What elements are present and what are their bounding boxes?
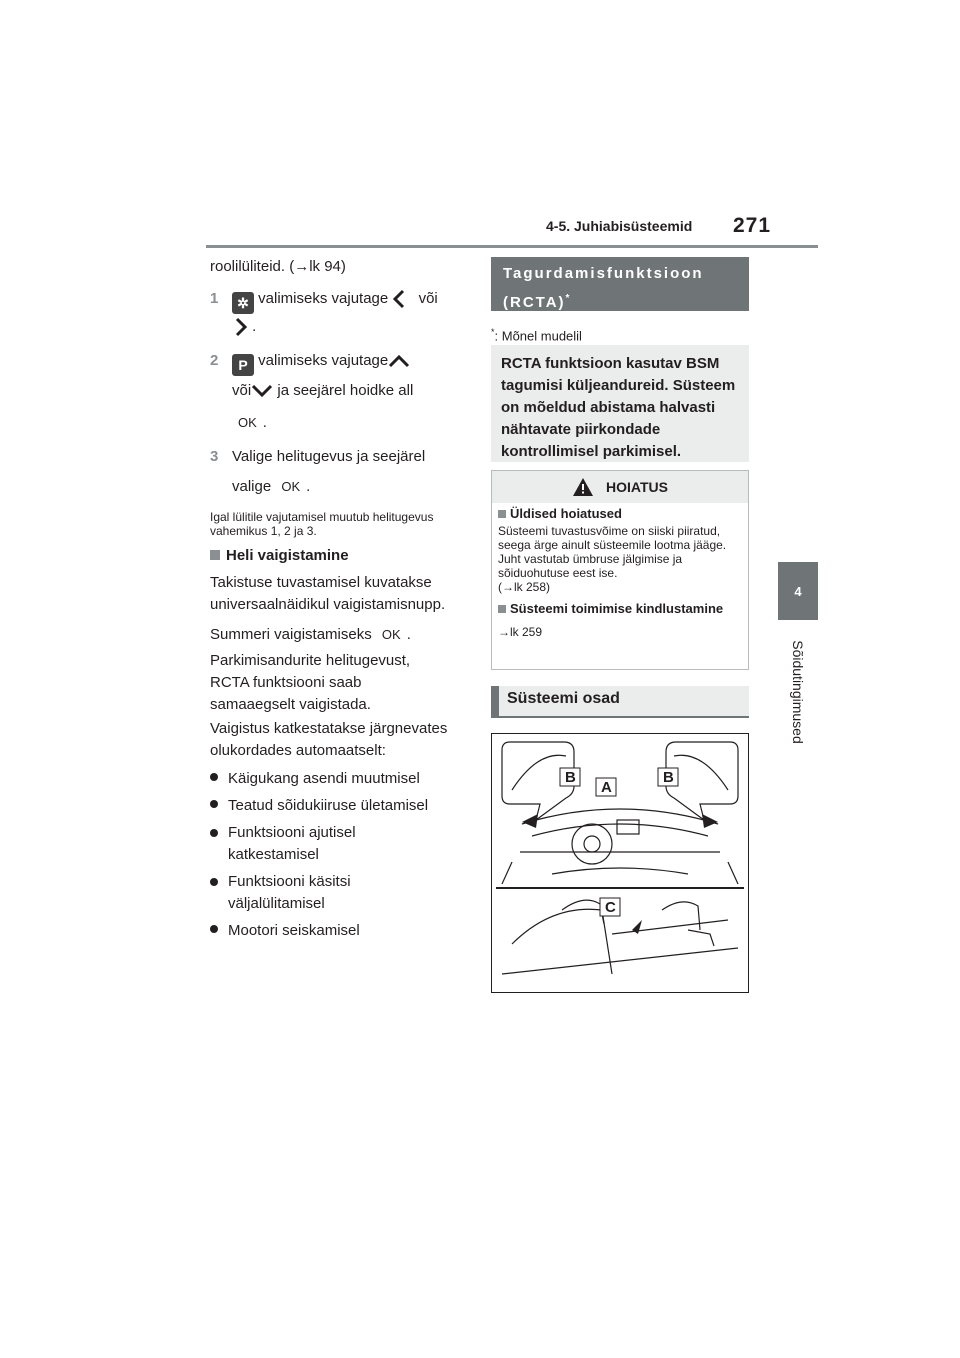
step-2-ok-line [232, 412, 492, 434]
label-c: C [605, 899, 616, 916]
intro-text: roolilülitеid. ( [210, 258, 295, 275]
step-2-number: 2 [210, 352, 219, 369]
mute-para-4: Vaigistus katkestatakse järgnevates olukordades automaatselt: [210, 720, 448, 759]
chapter-tab[interactable]: 4 [778, 562, 818, 620]
chapter-tab-text: Sõidutingimused [790, 640, 806, 744]
step-2-rest: ja seejärel hoidke all [277, 382, 414, 399]
footnote-text: : Mõnel mudelil [494, 328, 582, 344]
bullet-icon [210, 800, 218, 808]
mute-para-3: Parkimisandurite helitugevust, RCTA funktsiooni saab samaaegselt vaigistada. [210, 652, 411, 713]
step-3-text2: valige [232, 478, 272, 495]
warning-body [492, 503, 748, 647]
warning-header [492, 471, 748, 503]
ok-button-icon: OK [281, 479, 301, 494]
mute-heading-text: Heli vaigistamine [226, 547, 349, 564]
warning-1-heading [498, 507, 742, 521]
step-2-cont [232, 380, 492, 402]
page-number: 271 [733, 214, 772, 237]
system-components-figure [491, 733, 749, 993]
intro-line [210, 256, 470, 278]
square-bullet-icon [498, 605, 506, 613]
step-2-end: . [262, 414, 267, 431]
warning-2-heading-text: Süsteemi toimimise kindlustamine [510, 601, 724, 616]
step-1-text: valimiseks vajutage [258, 290, 389, 307]
mute-para-2-end: . [406, 626, 411, 643]
volume-note: Igal lülitile vajutamisel muutub helitugevus vahemikus 1, 2 ja 3. [210, 510, 434, 538]
rcta-title: Tagurdamisfunktsioon (RCTA) [503, 265, 704, 311]
step-3-end: . [306, 478, 311, 495]
step-1-end: . [252, 318, 257, 335]
warning-1-body: Süsteemi tuvastusvõime on siiski piiratud, seega ärge ainult süsteemile lootma jääge. Juht vastutab ümbruse jälgimise ja sõiduohutuse eest ise. [498, 524, 727, 580]
mute-heading [210, 545, 470, 567]
list-item [210, 795, 470, 817]
chevron-right-icon [234, 317, 248, 337]
cancel-list [210, 768, 470, 942]
list-item [210, 768, 470, 790]
warning-triangle-icon [572, 477, 594, 497]
warning-1-heading-text: Üldised hoiatused [510, 506, 622, 521]
warning-2-heading [498, 602, 742, 616]
label-b-right: B [663, 769, 674, 786]
list-item [210, 822, 470, 866]
step-1-or: või [418, 290, 438, 307]
warning-1-ref[interactable]: (→lk 258) [498, 580, 551, 594]
step-2-text: valimiseks vajutage [258, 352, 389, 369]
label-b-left: B [565, 769, 576, 786]
vehicle-illustration [492, 734, 748, 992]
rcta-info-box: RCTA funktsioon kasutav BSM tagumisi küljeandureid. Süsteem on mõeldud abistama halvasti nähtavate piirkondade kontrollimisel parkimisel. [491, 345, 749, 462]
label-a: A [601, 779, 612, 796]
mute-para-1: Takistuse tuvastamisel kuvatakse universaalnäidikul vaigistamisnupp. [210, 574, 446, 613]
warning-box [491, 470, 749, 670]
ok-button-icon: OK [381, 627, 401, 642]
rcta-title-mark: * [565, 293, 572, 304]
mute-para-2 [210, 624, 470, 646]
square-bullet-icon [210, 550, 220, 560]
mute-para-2-text: Summeri vaigistamiseks [210, 626, 372, 643]
step-1-number: 1 [210, 290, 219, 307]
list-item-text: Teatud sõidukiiruse ületamisel [228, 797, 429, 814]
step-3-text: Valige helitugevus ja seejärel [232, 448, 426, 465]
parking-sensor-icon: P [232, 354, 254, 376]
step-2 [210, 350, 470, 376]
gear-icon: ✲ [232, 292, 254, 314]
chapter-tab-label [781, 630, 815, 754]
ok-button-icon: OK [238, 415, 257, 430]
list-item-text: Funktsiooni ajutisel katkestamisel [228, 824, 356, 863]
bullet-icon [210, 925, 218, 933]
components-heading: Süsteemi osad [491, 686, 749, 718]
bullet-icon [210, 878, 218, 886]
warning-title: HOIATUS [606, 479, 668, 495]
header-rule [206, 245, 818, 248]
list-item [210, 871, 470, 915]
footnote [491, 325, 749, 343]
chevron-down-icon [251, 384, 273, 398]
step-3-cont [232, 476, 492, 498]
bullet-icon [210, 773, 218, 781]
step-1 [210, 288, 470, 314]
list-item-text: Käigukang asendi muutmisel [228, 770, 420, 787]
square-bullet-icon [498, 510, 506, 518]
section-title: 4-5. Juhiabisüsteemid [546, 218, 693, 234]
list-item-text: Funktsiooni käsitsi väljalülitamisel [228, 873, 351, 912]
list-item [210, 920, 470, 942]
step-3 [210, 446, 470, 468]
list-item-text: Mootori seiskamisel [228, 922, 360, 939]
warning-2-ref[interactable]: →lk 259 [498, 625, 543, 639]
chevron-left-icon [392, 289, 406, 309]
step-2-or: või [232, 382, 252, 399]
chevron-up-icon [388, 354, 410, 368]
rcta-title-box [491, 257, 749, 311]
bullet-icon [210, 829, 218, 837]
step-1-cont [234, 316, 494, 338]
step-3-number: 3 [210, 448, 219, 465]
footnote-mark: * [491, 327, 495, 337]
intro-ref[interactable]: →lk 94) [294, 258, 346, 275]
